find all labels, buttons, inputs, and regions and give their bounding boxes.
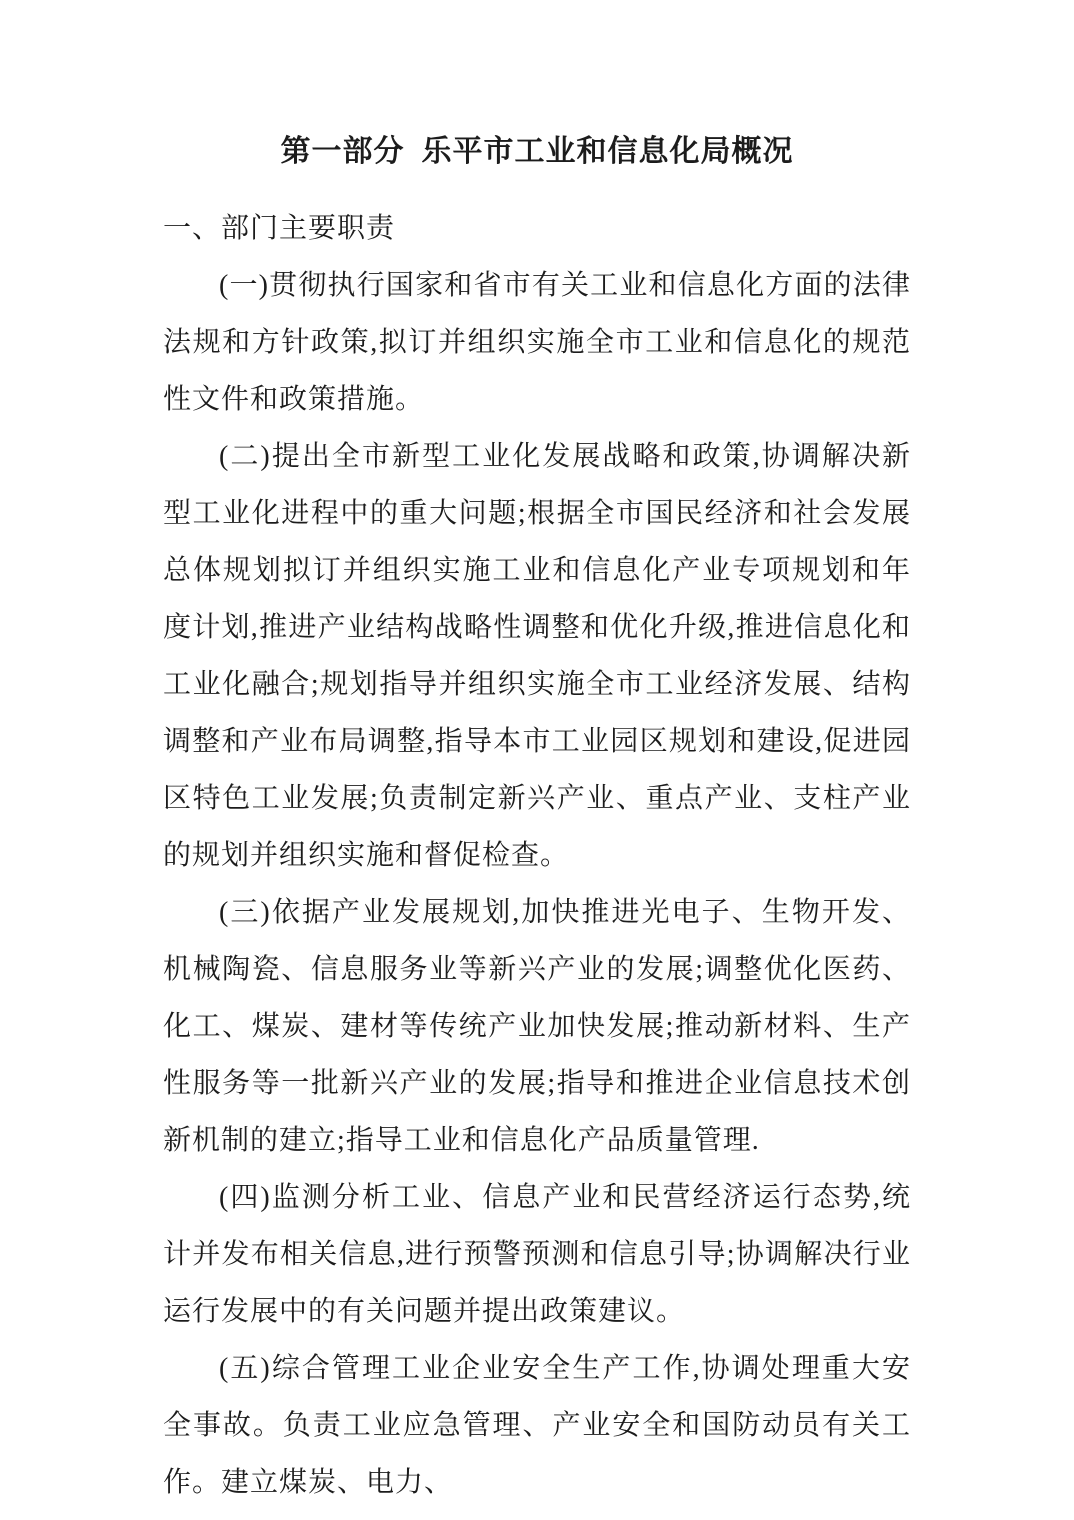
- paragraph-2: (二)提出全市新型工业化发展战略和政策,协调解决新型工业化进程中的重大问题;根据全市国民经济和社会发展总体规划拟订并组织实施工业和信息化产业专项规划和年度计划,推进产业结构战略性调整和优化升级,推进信息化和工业化融合;规划指导并组织实施全市工业经济发展、结构调整和产业布局调整,指导本市工业园区规划和建设,促进园区特色工业发展;负责制定新兴产业、重点产业、支柱产业的规划并组织实施和督促检查。: [163, 441, 911, 871]
- section-heading: 一、部门主要职责: [163, 213, 396, 244]
- paragraph-3: (三)依据产业发展规划,加快推进光电子、生物开发、机械陶瓷、信息服务业等新兴产业的发展;调整优化医药、化工、煤炭、建材等传统产业加快发展;推动新材料、生产性服务等一批新兴产业的发展;指导和推进企业信息技术创新机制的建立;指导工业和信息化产品质量管理.: [163, 897, 911, 1156]
- paragraph-4: (四)监测分析工业、信息产业和民营经济运行态势,统计并发布相关信息,进行预警预测和信息引导;协调解决行业运行发展中的有关问题并提出政策建议。: [163, 1182, 911, 1327]
- page-title: 第一部分 乐平市工业和信息化局概况: [280, 135, 794, 168]
- paragraph-5: (五)综合管理工业企业安全生产工作,协调处理重大安全事故。负责工业应急管理、产业安全和国防动员有关工作。建立煤炭、电力、: [163, 1353, 911, 1498]
- document-content: [163, 130, 911, 1511]
- paragraph-1: (一)贯彻执行国家和省市有关工业和信息化方面的法律法规和方针政策,拟订并组织实施全市工业和信息化的规范性文件和政策措施。: [163, 270, 911, 415]
